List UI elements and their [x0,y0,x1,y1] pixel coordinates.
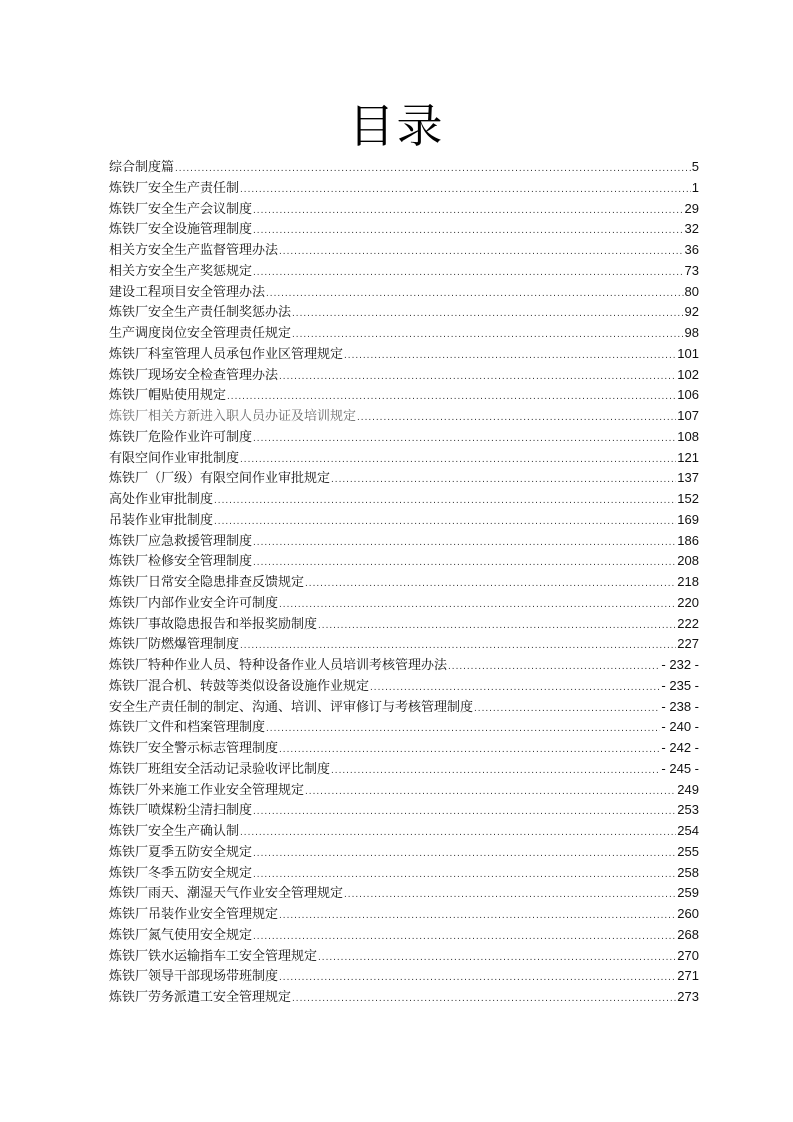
toc-entry[interactable] [109,261,699,282]
toc-entry-page-number: 101 [677,345,699,361]
toc-entry-page-number: 5 [691,159,699,174]
dot-leader [253,844,676,865]
dot-leader [318,616,676,637]
toc-entry-title: 相关方安全生产监督管理办法 [109,242,279,257]
toc-entry-title: 炼铁厂现场安全检查管理办法 [109,366,279,382]
toc-entry-title: 建设工程项目安全管理办法 [109,283,266,299]
toc-entry-title: 炼铁厂班组安全活动记录验收评比制度 [109,760,331,776]
toc-entry[interactable] [109,842,699,863]
dot-leader [305,782,676,803]
toc-entry[interactable] [109,738,699,759]
toc-entry[interactable] [109,946,699,967]
toc-entry[interactable] [109,717,699,738]
toc-entry[interactable] [109,821,699,842]
toc-entry-title: 相关方安全生产奖惩规定 [109,262,253,278]
toc-entry-page-number: 254 [677,823,699,838]
toc-entry-page-number: - 235 - [661,677,699,693]
toc-entry[interactable] [109,489,699,510]
toc-entry-page-number: 258 [677,864,699,880]
toc-entry-title: 炼铁厂相关方新进入职人员办证及培训规定 [109,408,357,423]
toc-entry[interactable] [109,199,699,220]
toc-entry-title: 炼铁厂雨天、潮湿天气作业安全管理规定 [109,885,344,901]
toc-entry[interactable] [109,614,699,635]
dot-leader [253,553,676,574]
dot-leader [331,470,676,491]
toc-entry-page-number: 220 [677,594,699,610]
dot-leader [448,657,660,678]
toc-entry[interactable] [109,551,699,572]
dot-leader [240,450,676,471]
toc-entry-page-number: 73 [684,262,699,278]
toc-entry-title: 炼铁厂混合机、转鼓等类似设备设施作业规定 [109,677,370,693]
toc-entry-title: 有限空间作业审批制度 [109,449,240,465]
toc-entry[interactable] [109,219,699,240]
dot-leader [253,429,676,450]
toc-entry-page-number: 152 [677,491,699,506]
toc-entry-title: 炼铁厂应急救援管理制度 [109,532,253,548]
dot-leader [175,159,691,180]
toc-entry-title: 炼铁厂外来施工作业安全管理规定 [109,781,305,797]
toc-entry-title: 炼铁厂日常安全隐患排查反馈规定 [109,574,305,589]
dot-leader [266,719,660,740]
toc-entry-page-number: 268 [677,926,699,942]
dot-leader [253,802,676,823]
toc-entry[interactable] [109,178,699,199]
toc-entry-title: 炼铁厂铁水运输指车工安全管理规定 [109,947,318,963]
toc-entry-page-number: 260 [677,906,699,921]
toc-entry[interactable] [109,697,699,718]
toc-entry-title: 炼铁厂安全生产责任制 [109,179,240,195]
toc-entry-page-number: - 240 - [661,719,699,735]
toc-entry-page-number: 259 [677,885,699,901]
dot-leader [253,221,684,242]
toc-entry-title: 炼铁厂吊装作业安全管理规定 [109,906,279,921]
toc-entry-page-number: 98 [684,325,699,340]
toc-entry-page-number: 108 [677,428,699,444]
dot-leader [292,304,684,325]
toc-entry[interactable] [109,925,699,946]
toc-entry-title: 炼铁厂领导干部现场带班制度 [109,968,279,984]
dot-leader [240,823,676,844]
toc-entry[interactable] [109,780,699,801]
toc-entry-page-number: 218 [677,574,699,589]
toc-entry[interactable] [109,634,699,655]
dot-leader [344,885,676,906]
toc-entry[interactable] [109,344,699,365]
toc-entry-page-number: 271 [677,968,699,984]
toc-entry[interactable] [109,385,699,406]
toc-entry[interactable] [109,302,699,323]
toc-entry-page-number: 1 [691,179,699,195]
dot-leader [253,533,676,554]
toc-entry-title: 炼铁厂氮气使用安全规定 [109,926,253,942]
toc-entry-page-number: 169 [677,511,699,527]
toc-entry-page-number: 273 [677,989,699,1004]
dot-leader [279,242,684,263]
toc-entry-page-number: 36 [684,242,699,257]
toc-entry-page-number: 29 [684,200,699,216]
toc-entry[interactable] [109,863,699,884]
toc-entry-title: 炼铁厂科室管理人员承包作业区管理规定 [109,345,344,361]
dot-leader [240,180,691,201]
toc-entry[interactable] [109,676,699,697]
toc-entry[interactable] [109,966,699,987]
toc-entry[interactable] [109,987,699,1008]
toc-entry-title: 生产调度岗位安全管理责任规定 [109,325,292,340]
dot-leader [370,678,660,699]
toc-entry-page-number: - 232 - [661,657,699,672]
dot-leader [253,927,676,948]
toc-entry-page-number: 92 [684,304,699,320]
toc-entry-title: 炼铁厂防燃爆管理制度 [109,636,240,652]
dot-leader [279,367,676,388]
dot-leader [305,574,676,595]
toc-entry-title: 吊装作业审批制度 [109,511,214,527]
toc-entry[interactable] [109,365,699,386]
toc-entry-title: 炼铁厂安全设施管理制度 [109,221,253,237]
toc-entry[interactable] [109,468,699,489]
toc-entry[interactable] [109,655,699,676]
toc-entry[interactable] [109,883,699,904]
dot-leader [227,387,676,408]
toc-entry-page-number: 32 [684,221,699,237]
toc-entry-page-number: 186 [677,532,699,548]
toc-entry-title: 高处作业审批制度 [109,491,214,506]
toc-entry-title: 炼铁厂安全生产确认制 [109,823,240,838]
dot-leader [253,865,676,886]
toc-entry[interactable] [109,323,699,344]
dot-leader [279,740,660,761]
toc-entry[interactable] [109,531,699,552]
page-title: 目录 [348,99,445,153]
toc-entry-page-number: 80 [684,283,699,299]
toc-entry-page-number: 208 [677,553,699,569]
toc-entry[interactable] [109,759,699,780]
dot-leader [279,906,676,927]
dot-leader [240,636,676,657]
toc-entry-page-number: 227 [677,636,699,652]
toc-entry-page-number: - 245 - [661,760,699,776]
toc-entry-title: 炼铁厂冬季五防安全规定 [109,864,253,880]
toc-entry-title: 炼铁厂检修安全管理制度 [109,553,253,569]
dot-leader [214,512,676,533]
toc-entry-page-number: 107 [677,408,699,423]
dot-leader [331,761,660,782]
dot-leader [279,595,676,616]
toc-entry-page-number: 102 [677,366,699,382]
toc-entry-title: 安全生产责任制的制定、沟通、培训、评审修订与考核管理制度 [109,698,474,714]
dot-leader [253,263,684,284]
toc-entry-title: 炼铁厂安全生产责任制奖惩办法 [109,304,292,320]
dot-leader [292,989,676,1010]
toc-entry[interactable] [109,406,699,427]
toc-entry-page-number: - 238 - [661,698,699,714]
toc-entry-page-number: 270 [677,947,699,963]
toc-entry[interactable] [109,282,699,303]
toc-entry-page-number: 222 [677,615,699,631]
table-of-contents [109,157,699,1008]
toc-entry-title: 综合制度篇 [109,159,175,174]
toc-entry[interactable] [109,510,699,531]
toc-entry-title: 炼铁厂（厂级）有限空间作业审批规定 [109,470,331,486]
dot-leader [344,346,676,367]
toc-entry-title: 炼铁厂安全生产会议制度 [109,200,253,216]
toc-entry-page-number: - 242 - [661,740,699,755]
toc-entry[interactable] [109,800,699,821]
toc-entry-title: 炼铁厂安全警示标志管理制度 [109,740,279,755]
dot-leader [318,948,676,969]
toc-entry-title: 炼铁厂内部作业安全许可制度 [109,594,279,610]
toc-entry[interactable] [109,427,699,448]
dot-leader [266,284,684,305]
toc-entry-title: 炼铁厂危险作业许可制度 [109,428,253,444]
dot-leader [214,491,676,512]
toc-entry-title: 炼铁厂文件和档案管理制度 [109,719,266,735]
toc-entry-title: 炼铁厂喷煤粉尘清扫制度 [109,802,253,818]
dot-leader [292,325,684,346]
toc-entry-page-number: 106 [677,387,699,403]
toc-entry-title: 炼铁厂事故隐患报告和举报奖励制度 [109,615,318,631]
toc-entry-title: 炼铁厂特种作业人员、特种设备作业人员培训考核管理办法 [109,657,448,672]
toc-entry-page-number: 253 [677,802,699,818]
toc-entry[interactable] [109,572,699,593]
toc-entry-page-number: 121 [677,449,699,465]
toc-entry-page-number: 255 [677,843,699,859]
toc-entry[interactable] [109,157,699,178]
toc-entry[interactable] [109,593,699,614]
toc-entry-title: 炼铁厂夏季五防安全规定 [109,843,253,859]
toc-entry-page-number: 249 [677,781,699,797]
dot-leader [357,408,676,429]
dot-leader [474,699,660,720]
toc-entry[interactable] [109,240,699,261]
toc-entry[interactable] [109,904,699,925]
toc-entry-title: 炼铁厂劳务派遣工安全管理规定 [109,989,292,1004]
dot-leader [253,201,684,222]
toc-entry[interactable] [109,448,699,469]
toc-entry-title: 炼铁厂帽贴使用规定 [109,387,227,403]
toc-entry-page-number: 137 [677,470,699,486]
dot-leader [279,968,676,989]
